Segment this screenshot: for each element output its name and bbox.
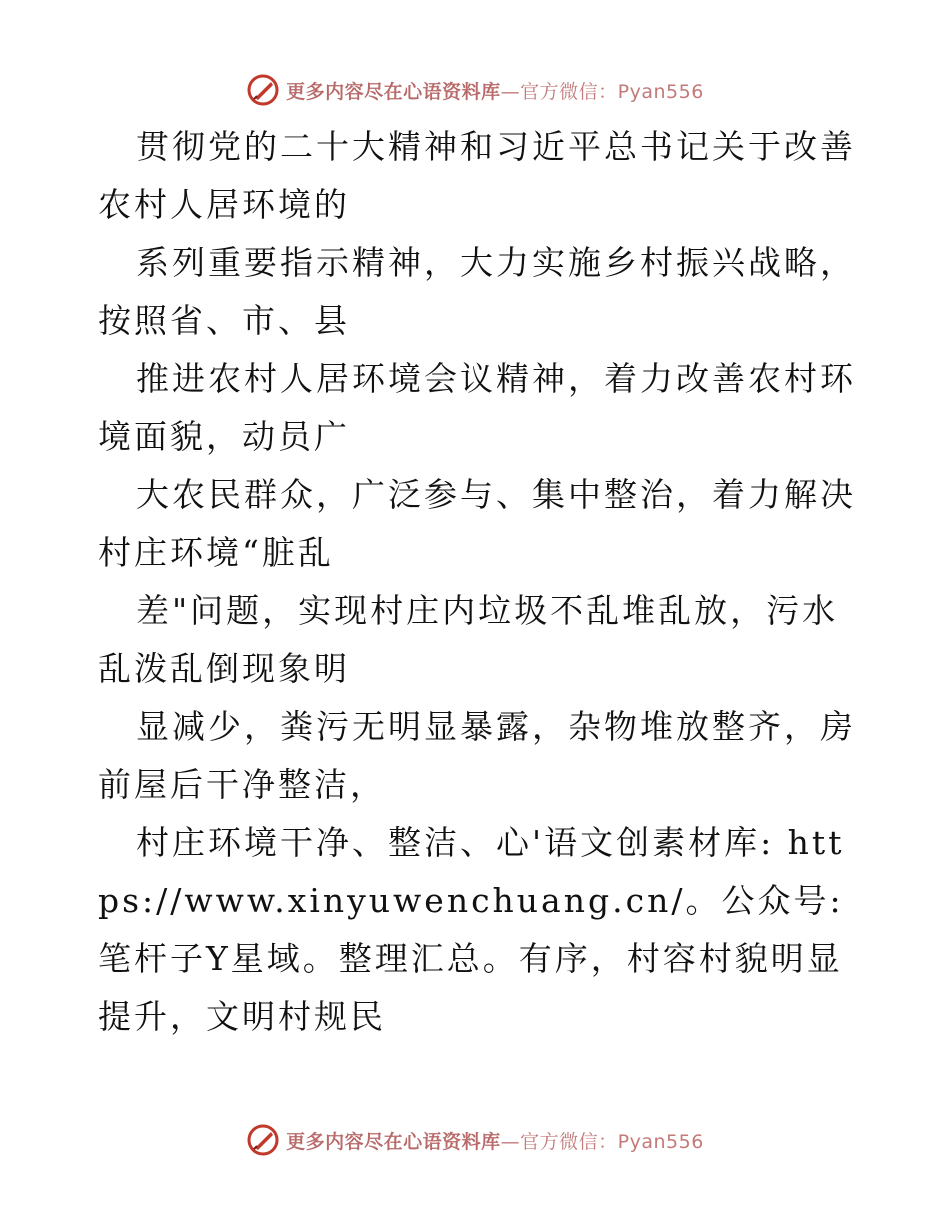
- header-banner: [0, 70, 950, 110]
- paragraph-5: 差"问题，实现村庄内垃圾不乱堆乱放，污水乱泼乱倒现象明: [98, 591, 839, 688]
- quill-logo-icon: [246, 73, 280, 107]
- header-text: [286, 77, 704, 104]
- quill-logo-icon: [246, 1123, 280, 1157]
- header-site-text: 更多内容尽在心语资料库: [286, 80, 501, 103]
- paragraph-3: 推进农村人居环境会议精神，着力改善农村环境面貌，动员广: [98, 359, 856, 456]
- paragraph-6: 显减少，粪污无明显暴露，杂物堆放整齐，房前屋后干净整洁，: [98, 707, 856, 804]
- paragraph-7: 村庄环境干净、整洁、心'语文创素材库: https://www.xinyuwenchuang.cn/。公众号: 笔杆子Y星域。整理汇总。有序，村容村貌明显提升，文明村规民: [98, 823, 845, 1036]
- header-dash: —: [500, 80, 521, 103]
- footer-dash: —: [500, 1130, 521, 1153]
- header-wechat-text: 官方微信：Pyan556: [520, 80, 704, 103]
- footer-text: [286, 1127, 704, 1154]
- footer-wechat-text: 官方微信：Pyan556: [520, 1130, 704, 1153]
- paragraph-1: 贯彻党的二十大精神和习近平总书记关于改善农村人居环境的: [98, 127, 856, 224]
- document-body: [98, 118, 858, 1046]
- footer-banner: [0, 1120, 950, 1160]
- paragraph-4: 大农民群众，广泛参与、集中整治，着力解决村庄环境“脏乱: [98, 475, 856, 572]
- paragraph-2: 系列重要指示精神，大力实施乡村振兴战略，按照省、市、县: [98, 243, 856, 340]
- footer-site-text: 更多内容尽在心语资料库: [286, 1130, 501, 1153]
